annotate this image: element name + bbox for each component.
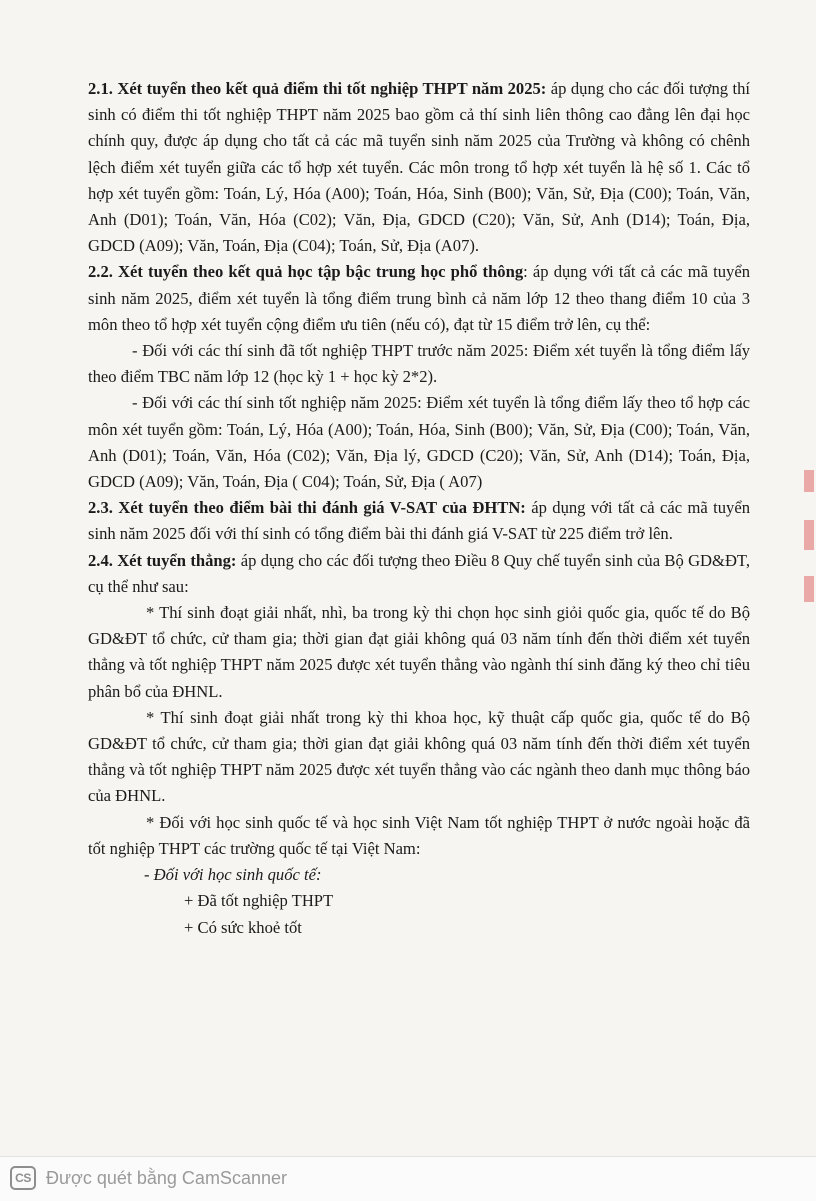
section-text: : áp dụng với tất cả các mã tuyển sinh năm 2025, điểm xét tuyển là tổng điểm trung bình cả năm lớp 12 theo thang điểm 10 của 3 môn theo tổ hợp xét tuyển cộng điểm ưu tiên (nếu có), đạt từ 15 điểm trở lên, cụ thể: xyxy=(88,262,750,334)
sub-item: + Có sức khoẻ tốt xyxy=(184,917,302,937)
section-text: áp dụng cho các đối tượng theo Điều 8 Quy chế tuyển sinh của Bộ GD&ĐT, cụ thể như sau: xyxy=(88,550,750,596)
scanner-footer xyxy=(0,1156,816,1201)
list-item: - Đối với các thí sinh tốt nghiệp năm 2025: Điểm xét tuyển là tổng điểm lấy theo tổ hợp các môn xét tuyển gồm: Toán, Lý, Hóa (A00); Toán, Hóa, Sinh (B00); Văn, Sử, Địa (C00); Toán, Văn, Anh (D01); Toán, Văn, Hóa (C02); Văn, Địa lý, GDCD (C20); Văn, Sử, Anh (D14); Toán, Địa, GDCD (A09); Văn, Toán, Địa ( C04); Toán, Sử, Địa ( A07) xyxy=(88,393,750,492)
list-item: * Đối với học sinh quốc tế và học sinh Việt Nam tốt nghiệp THPT ở nước ngoài hoặc đã tốt nghiệp THPT các trường quốc tế tại Việt Nam: xyxy=(88,812,750,858)
section-heading: 2.1. Xét tuyển theo kết quả điểm thi tốt nghiệp THPT năm 2025: xyxy=(88,79,547,98)
section-text: áp dụng với tất cả các mã tuyển sinh năm 2025 đối với thí sinh có tổng điểm bài thi đánh giá V-SAT từ 225 điểm trở lên. xyxy=(88,498,750,544)
section-heading: 2.4. Xét tuyển thẳng: xyxy=(88,550,237,570)
section-2-3 xyxy=(88,495,750,547)
list-item: - Đối với các thí sinh đã tốt nghiệp THPT trước năm 2025: Điểm xét tuyển là tổng điểm lấy theo điểm TBC năm lớp 12 (học kỳ 1 + học kỳ 2*2). xyxy=(88,341,750,387)
section-2-1 xyxy=(88,76,750,259)
list-item: * Thí sinh đoạt giải nhất, nhì, ba trong kỳ thi chọn học sinh giỏi quốc gia, quốc tế do Bộ GD&ĐT tổ chức, cử tham gia; thời gian đạt giải không quá 03 năm tính đến thời điểm xét tuyển thẳng và tốt nghiệp THPT năm 2025 được xét tuyển thẳng vào ngành thí sinh đăng ký theo chỉ tiêu phân bổ của ĐHNL. xyxy=(88,603,750,701)
document-body xyxy=(88,76,750,941)
list-item: * Thí sinh đoạt giải nhất trong kỳ thi khoa học, kỹ thuật cấp quốc gia, quốc tế do Bộ GD&ĐT tổ chức, cử tham gia; thời gian đạt giải không quá 03 năm tính đến thời điểm xét tuyển thẳng và tốt nghiệp THPT năm 2025 được xét tuyển thẳng vào các ngành theo danh mục thông báo của ĐHNL. xyxy=(88,707,750,806)
sub-item: + Đã tốt nghiệp THPT xyxy=(184,891,334,911)
scanner-watermark-text: Được quét bằng CamScanner xyxy=(46,1168,287,1188)
section-text: áp dụng cho các đối tượng thí sinh có điểm thi tốt nghiệp THPT năm 2025 bao gồm cả thí sinh liên thông cao đẳng lên đại học chính quy, được áp dụng cho tất cả các mã tuyển sinh năm 2025 của Trường và không có chênh lệch điểm xét tuyển giữa các tổ hợp xét tuyển. Các môn trong tổ hợp xét tuyển là hệ số 1. Các tổ hợp xét tuyển gồm: Toán, Lý, Hóa (A00); Toán, Hóa, Sinh (B00); Văn, Sử, Địa (C00); Toán, Văn, Anh (D01); Toán, Văn, Hóa (C02); Văn, Địa, GDCD (C20); Văn, Sử, Anh (D14); Toán, Địa, GDCD (A09); Văn, Toán, Địa (C04); Toán, Sử, Địa (A07). xyxy=(88,79,751,256)
section-heading: 2.2. Xét tuyển theo kết quả học tập bậc trung học phổ thông xyxy=(88,262,524,282)
section-2-2 xyxy=(88,259,750,338)
stamp-fragment xyxy=(804,576,814,602)
stamp-fragment xyxy=(804,470,814,492)
stamp-fragment xyxy=(804,520,814,550)
section-2-4 xyxy=(88,548,750,600)
sub-heading: - Đối với học sinh quốc tế: xyxy=(144,865,322,885)
camscanner-logo-icon: CS xyxy=(10,1166,36,1190)
section-heading: 2.3. Xét tuyển theo điểm bài thi đánh giá V-SAT của ĐHTN: xyxy=(88,498,526,518)
